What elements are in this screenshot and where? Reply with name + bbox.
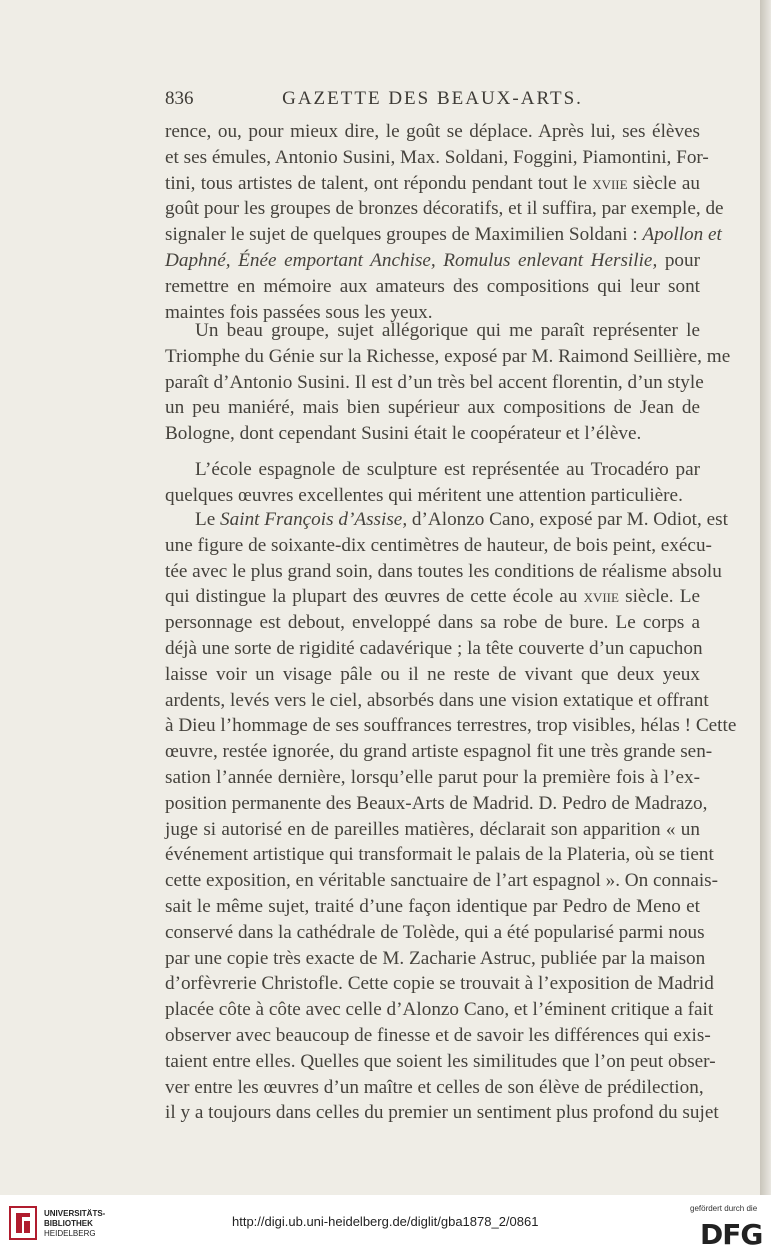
- university-library-logo-icon: [8, 1205, 38, 1241]
- text-line: d’orfèvrerie Christofle. Cette copie se trouvait à l’exposition de Madrid: [165, 973, 714, 995]
- text-line: il y a toujours dans celles du premier un sentiment plus profond du sujet: [165, 1102, 719, 1124]
- text-line: goût pour les groupes de bronzes décoratifs, et il suffira, par exemple, de: [165, 198, 724, 220]
- text-line: qui distingue la plupart des œuvres de cette école au xviie siècle. Le: [165, 586, 701, 608]
- text-line: une figure de soixante-dix centimètres de hauteur, de bois peint, exécu-: [165, 534, 712, 556]
- running-title: GAZETTE DES BEAUX-ARTS.: [282, 88, 583, 109]
- text-line: Triomphe du Génie sur la Richesse, exposé par M. Raimond Seillière, me: [165, 345, 731, 367]
- text-line: remettre en mémoire aux amateurs des compositions qui leur sont: [165, 275, 700, 297]
- scan-edge: [760, 0, 771, 1195]
- text-line: et ses émules, Antonio Susini, Max. Soldani, Foggini, Piamontini, For-: [165, 146, 709, 168]
- text-line: événement artistique qui transformait le palais de la Plateria, où se tient: [165, 844, 714, 866]
- text-line: rence, ou, pour mieux dire, le goût se déplace. Après lui, ses élèves: [165, 121, 700, 142]
- century-ordinal: xviie: [583, 586, 619, 608]
- text-line: taient entre elles. Quelles que soient les similitudes que l’on peut obser-: [165, 1050, 716, 1072]
- library-name: UNIVERSITÄTS- BIBLIOTHEK HEIDELBERG: [44, 1209, 106, 1238]
- text-line: maintes fois passées sous les yeux.: [165, 301, 433, 323]
- text-line: Daphné, Énée emportant Anchise, Romulus enlevant Hersilie, pour: [165, 249, 701, 271]
- paragraph-4: [165, 507, 737, 1126]
- funded-by-text: gefördert durch die: [690, 1204, 758, 1213]
- text-line: Le Saint François d’Assise, d’Alonzo Cano, exposé par M. Odiot, est: [195, 509, 728, 530]
- text-line: un peu maniéré, mais bien supérieur aux compositions de Jean de: [165, 397, 700, 419]
- paragraph-2: [165, 318, 731, 447]
- text-line: sation l’année dernière, lorsqu’elle parut pour la première fois à l’ex-: [165, 766, 700, 788]
- text-line: œuvre, restée ignorée, du grand artiste espagnol fit une très grande sen-: [165, 741, 713, 763]
- text-line: position permanente des Beaux-Arts de Madrid. D. Pedro de Madrazo,: [165, 792, 708, 814]
- text-line: tée avec le plus grand soin, dans toutes les conditions de réalisme absolu: [165, 560, 722, 582]
- page-number: 836: [165, 88, 194, 109]
- permalink-url[interactable]: http://digi.ub.uni-heidelberg.de/diglit/gba1878_2/0861: [232, 1214, 539, 1229]
- text-line: paraît d’Antonio Susini. Il est d’un très bel accent florentin, d’un style: [165, 371, 704, 393]
- text-line: juge si autorisé en de pareilles matières, déclarait son apparition « un: [165, 818, 700, 840]
- text-line: ver entre les œuvres d’un maître et celles de son élève de prédilection,: [165, 1076, 704, 1098]
- text-line: placée côte à côte avec celle d’Alonzo Cano, et l’éminent critique a fait: [165, 999, 714, 1021]
- text-line: signaler le sujet de quelques groupes de Maximilien Soldani : Apollon et: [165, 224, 722, 246]
- italic-titles: Daphné, Énée emportant Anchise, Romulus enlevant Hersilie,: [165, 249, 658, 271]
- dfg-logo-icon: DFG: [700, 1218, 763, 1251]
- text-line: tini, tous artistes de talent, ont répondu pendant tout le xviie siècle au: [165, 172, 700, 194]
- text-line: observer avec beaucoup de finesse et de savoir les différences qui exis-: [165, 1024, 711, 1046]
- century-ordinal: xviie: [592, 172, 628, 194]
- text-line: conservé dans la cathédrale de Tolède, qui a été popularisé parmi nous: [165, 921, 705, 943]
- text-line: Un beau groupe, sujet allégorique qui me paraît représenter le: [195, 320, 700, 341]
- text-line: personnage est debout, enveloppé dans sa robe de bure. Le corps a: [165, 612, 700, 634]
- text-line: quelques œuvres excellentes qui méritent une attention particulière.: [165, 484, 683, 506]
- text-line: laisse voir un visage pâle ou il ne reste de vivant que deux yeux: [165, 663, 700, 685]
- paragraph-3: [165, 457, 700, 509]
- text-line: sait le même sujet, traité d’une façon identique par Pedro de Meno et: [165, 895, 700, 917]
- page-header: [165, 88, 700, 112]
- paragraph-1: [165, 119, 724, 325]
- text-line: ardents, levés vers le ciel, absorbés dans une vision extatique et offrant: [165, 689, 709, 711]
- text-line: Bologne, dont cependant Susini était le coopérateur et l’élève.: [165, 423, 642, 445]
- text-line: cette exposition, en véritable sanctuaire de l’art espagnol ». On connais-: [165, 870, 719, 892]
- italic-title: Saint François d’Assise,: [220, 509, 408, 530]
- text-line: déjà une sorte de rigidité cadavérique ; la tête couverte d’un capuchon: [165, 637, 703, 659]
- text-line: par une copie très exacte de M. Zacharie Astruc, publiée par la maison: [165, 947, 706, 969]
- text-line: L’école espagnole de sculpture est représentée au Trocadéro par: [195, 459, 700, 480]
- text-line: à Dieu l’hommage de ses souffrances terrestres, trop visibles, hélas ! Cette: [165, 715, 737, 737]
- italic-title: Apollon et: [642, 224, 722, 246]
